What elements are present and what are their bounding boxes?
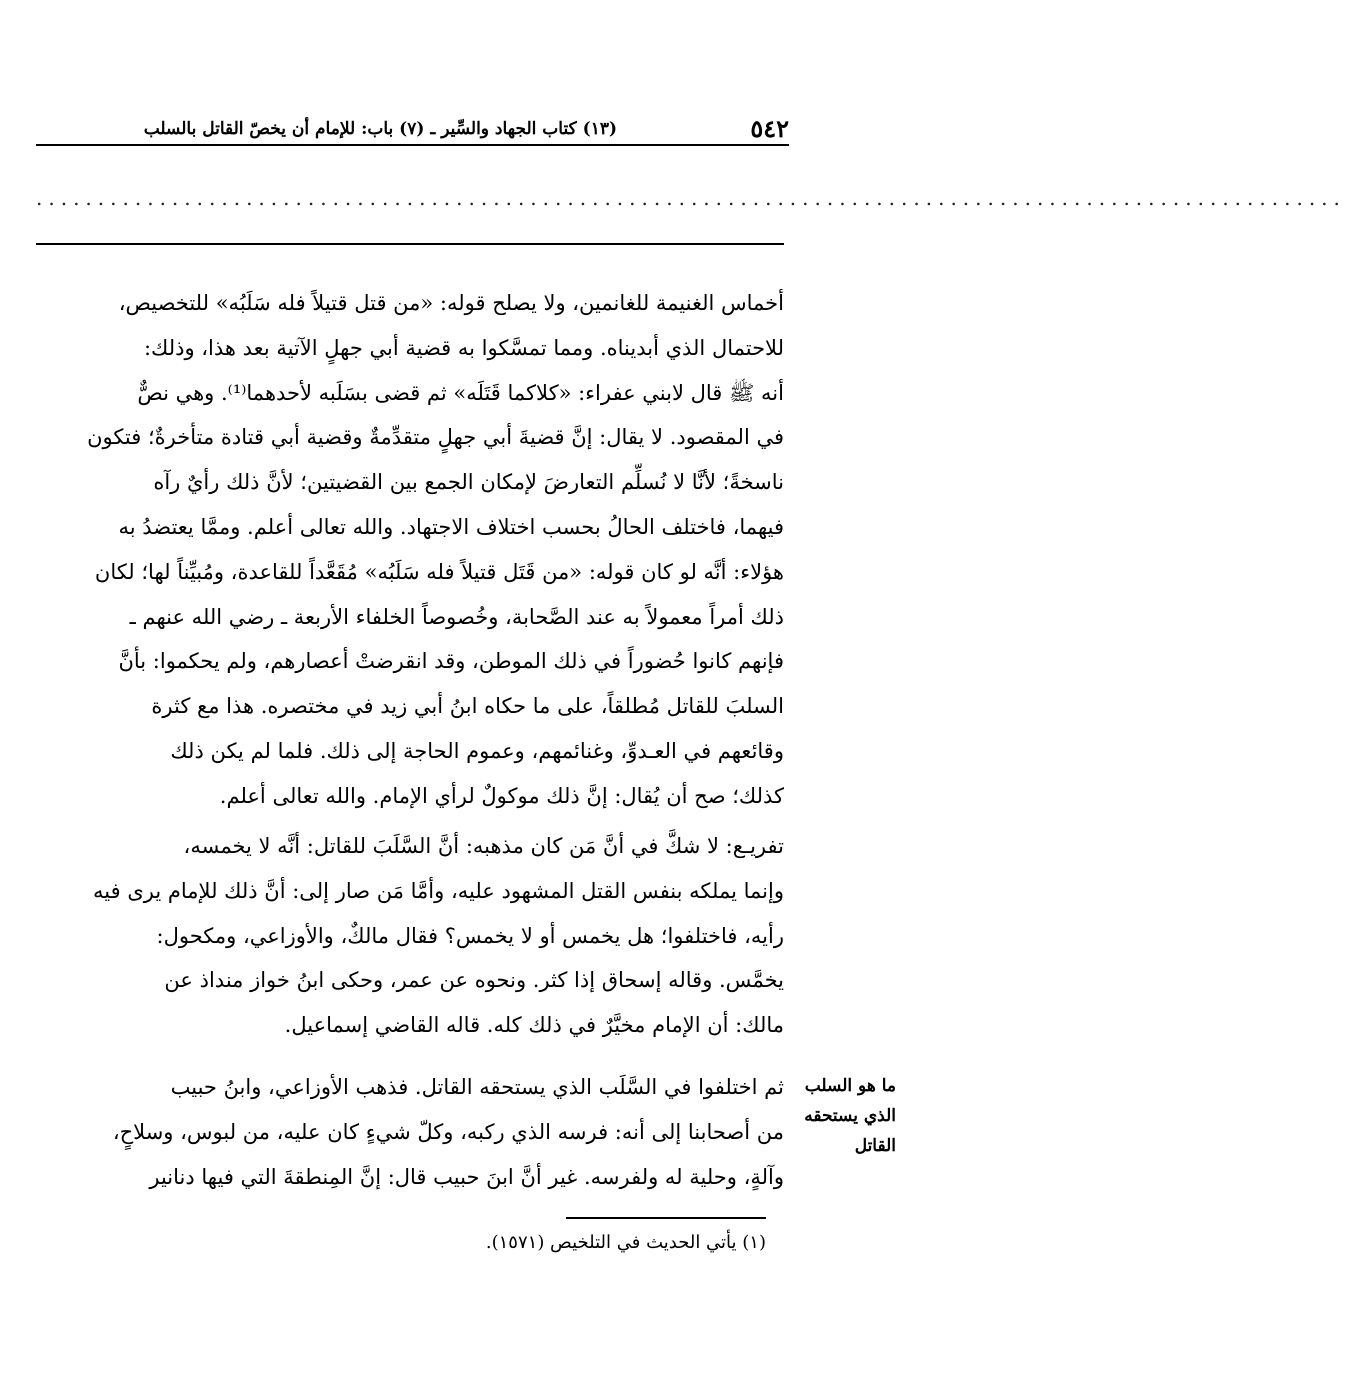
- text-line: تفريـع: لا شكَّ في أنَّ مَن كان مذهبه: أنَّ السَّلَبَ للقاتل: أنَّه لا يخمسه،: [183, 834, 784, 858]
- margin-note-line: ما هو السلب: [804, 1076, 896, 1096]
- text-line: فإنهم كانوا حُضوراً في ذلك الموطن، وقد انقرضتْ أعصارهم، ولم يحكموا: بأنَّ: [118, 649, 784, 674]
- text-line: وقائعهم في العـدوِّ، وغنائمهم، وعموم الحاجة إلى ذلك. فلما لم يكن ذلك: [170, 738, 784, 763]
- text-line: وإنما يملكه بنفس القتل المشهود عليه، وأمَّا مَن صار إلى: أنَّ ذلك للإمام يرى فيه: [93, 878, 784, 903]
- text-line: من أصحابنا إلى أنه: فرسه الذي ركبه، وكلّ شيءٍ كان عليه، من لبوس، وسلاحٍ،: [112, 1119, 784, 1144]
- running-title: (١٣) كتاب الجهاد والسِّير ـ (٧) باب: للإمام أن يخصّ القاتل بالسلب: [143, 119, 617, 139]
- main-text-block-1: [28, 281, 784, 819]
- page-number: ٥٤٢: [750, 114, 789, 143]
- footnote-rule: [566, 1217, 766, 1219]
- text-line: رأيه، فاختلفوا؛ هل يخمس أو لا يخمس؟ فقال مالكٌ، والأوزاعي، ومكحول:: [156, 923, 784, 948]
- main-text-block-3: [28, 1065, 784, 1199]
- margin-note-line: الذي يستحقه: [804, 1106, 896, 1126]
- text-line: كذلك؛ صح أن يُقال: إنَّ ذلك موكولٌ لرأي الإمام. والله تعالى أعلم.: [219, 783, 784, 808]
- text-line: أخماس الغنيمة للغانمين، ولا يصلح قوله: «من قتل قتيلاً فله سَلَبُه» للتخصيص،: [118, 291, 784, 315]
- text-line: مالك: أن الإمام مخيَّرٌ في ذلك كله. قاله القاضي إسماعيل.: [284, 1013, 784, 1038]
- main-text-block-2: [28, 824, 784, 1048]
- text-line: هؤلاء: أنَّه لو كان قوله: «من قَتَل قتيلاً فله سَلَبُه» مُقَعَّداً للقاعدة، ومُبيِّناً لها؛ لكان: [94, 559, 784, 584]
- text-line: أنه ﷺ قال لابني عفراء: «كلاكما قَتَلَه» ثم قضى بسَلَبه لأحدهما⁽¹⁾. وهي نصٌّ: [137, 380, 784, 405]
- text-line: ذلك أمراً معمولاً به عند الصَّحابة، وخُصوصاً الخلفاء الأربعة ـ رضي الله عنهم ـ: [129, 604, 784, 629]
- text-line: ثم اختلفوا في السَّلَب الذي يستحقه القاتل. فذهب الأوزاعي، وابنُ حبيب: [170, 1075, 784, 1099]
- text-line: السلبَ للقاتل مُطلقاً، على ما حكاه ابنُ أبي زيد في مختصره. هذا مع كثرة: [151, 694, 784, 719]
- page-header: [36, 108, 789, 146]
- margin-note-line: القاتل: [854, 1136, 896, 1156]
- separator-rule: [36, 243, 784, 245]
- text-line: ناسخةً؛ لأنَّا لا نُسلِّم التعارضَ لإمكان الجمع بين القضيتين؛ لأنَّ ذلك رأيٌ رآه: [153, 470, 784, 495]
- margin-note: [800, 1071, 896, 1161]
- ellipsis-line: ..........................................................................................................: [36, 186, 1346, 210]
- text-line: فيهما، فاختلف الحالُ بحسب اختلاف الاجتهاد. والله تعالى أعلم. وممَّا يعتضدُ به: [118, 514, 784, 539]
- footnote: (١) يأتي الحديث في التلخيص (١٥٧١).: [485, 1232, 766, 1253]
- text-line: وآلةٍ، وحلية له ولفرسه. غير أنَّ ابنَ حبيب قال: إنَّ المِنطقةَ التي فيها دنانير: [149, 1164, 784, 1189]
- text-line: للاحتمال الذي أبديناه. ومما تمسَّكوا به قضية أبي جهلٍ الآتية بعد هذا، وذلك:: [143, 335, 784, 360]
- text-line: في المقصود. لا يقال: إنَّ قضيةَ أبي جهلٍ متقدِّمةٌ وقضية أبي قتادة متأخرةٌ؛ فتكون: [87, 425, 784, 450]
- text-line: يخمَّس. وقاله إسحاق إذا كثر. ونحوه عن عمر، وحكى ابنُ خواز منداذ عن: [164, 968, 784, 993]
